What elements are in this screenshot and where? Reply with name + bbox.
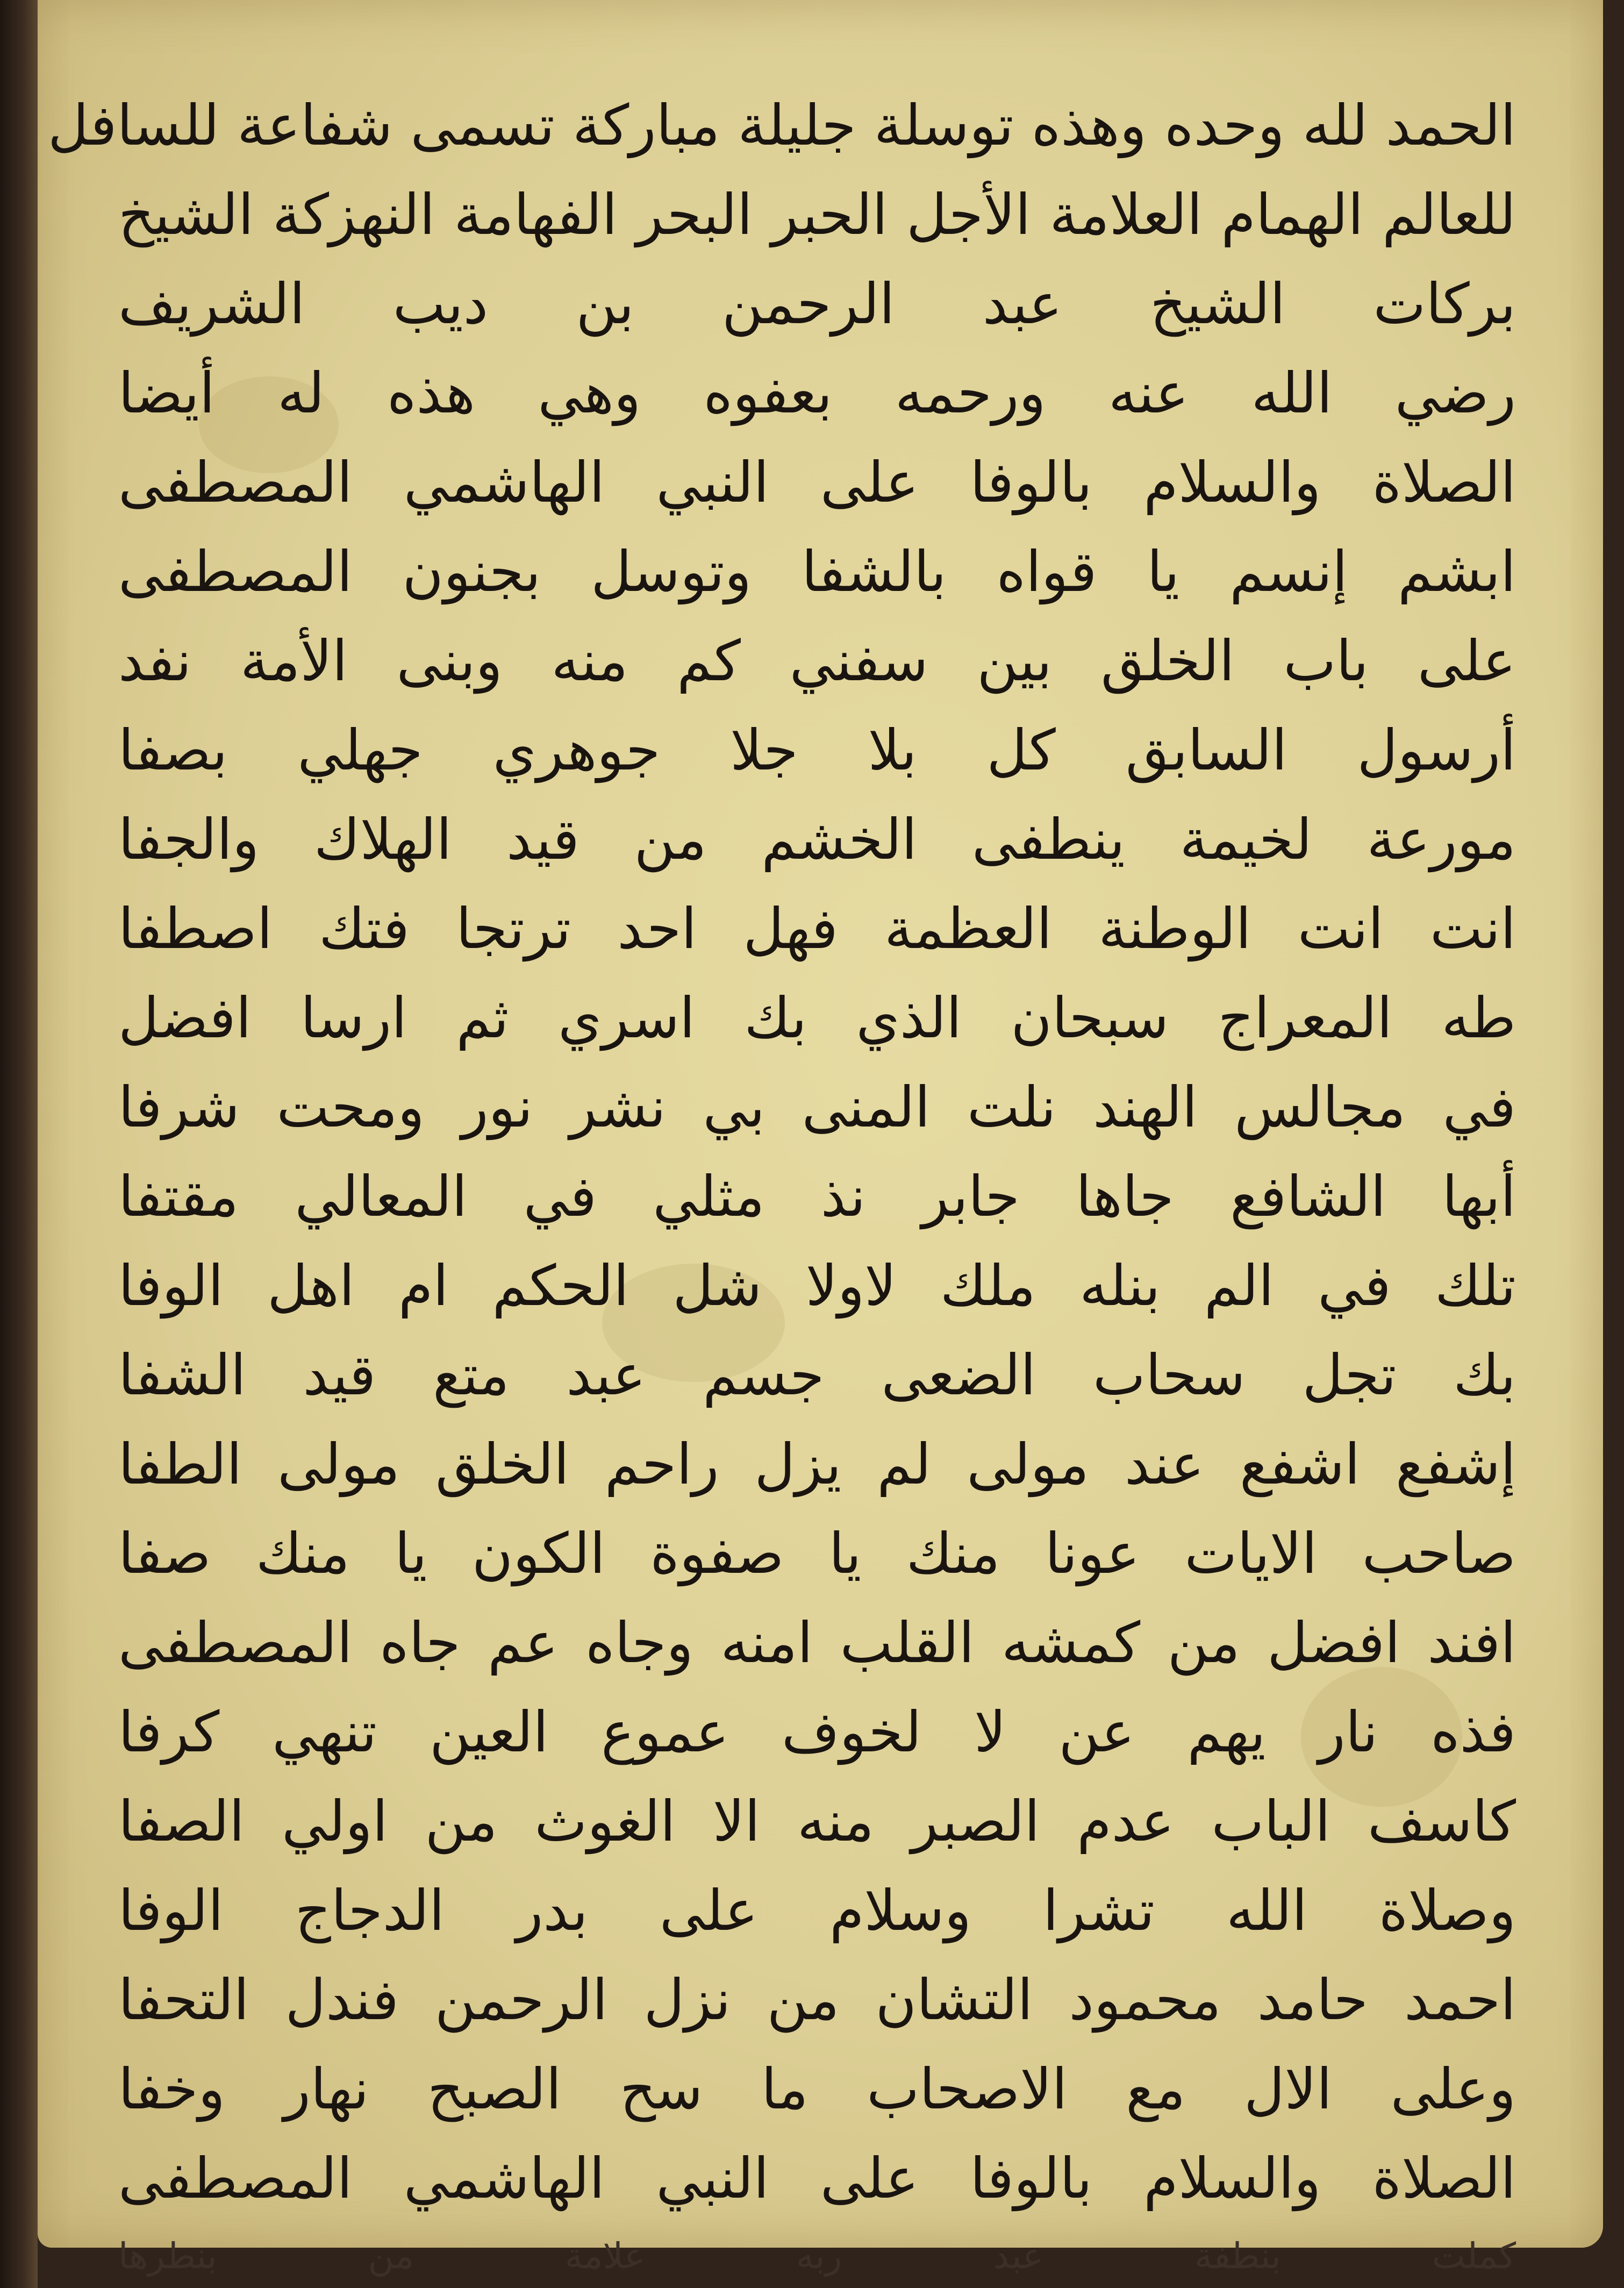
- text-line: احمد حامد محمود التشان من نزل الرحمن فندل التحفا: [118, 1967, 1516, 2033]
- text-line: صاحب الايات عونا منك يا صفوة الكون يا منك صفا: [118, 1521, 1516, 1586]
- text-line: الحمد لله وحده وهذه توسلة جليلة مباركة تسمى شفاعة للسافل: [48, 92, 1516, 158]
- text-line: مورعة لخيمة ينطفى الخشم من قيد الهلاك والجفا: [118, 807, 1516, 872]
- text-line: أرسول السابق كل بلا جلا جوهري جهلي بصفا: [118, 717, 1516, 783]
- manuscript-page: [38, 0, 1603, 2277]
- text-line: كاسف الباب عدم الصبر منه الا الغوث من اولي الصفا: [118, 1788, 1516, 1854]
- text-line: بك تجل سحاب الضعى جسم عبد متع قيد الشفا: [118, 1342, 1516, 1408]
- text-line: رضي الله عنه ورحمه بعفوه وهي هذه له أيضا: [118, 360, 1516, 426]
- text-line: ابشم إنسم يا قواه بالشفا وتوسل بجنون المصطفى: [118, 539, 1516, 604]
- text-line: للعالم الهمام العلامة الأجل الحبر البحر الفهامة النهزكة الشيخ: [118, 182, 1516, 247]
- text-line: تلك في الم بنله ملك لاولا شل الحكم ام اهل الوفا: [118, 1253, 1516, 1318]
- text-line: الصلاة والسلام بالوفا على النبي الهاشمي المصطفى: [118, 2146, 1516, 2211]
- text-line: بركات الشيخ عبد الرحمن بن ديب الشريف: [118, 271, 1516, 337]
- book-spine: [0, 0, 38, 2288]
- text-line: وصلاة الله تشرا وسلام على بدر الدجاج الوفا: [118, 1878, 1516, 1943]
- text-line: وعلى الال مع الاصحاب ما سح الصبح نهار وخفا: [118, 2056, 1516, 2122]
- text-line: أبها الشافع جاها جابر نذ مثلي في المعالي مقتفا: [118, 1164, 1516, 1229]
- colophon-line: كملت بنطفة عبد ربه علامة من بنطرها: [118, 2235, 1516, 2277]
- text-line: فذه نار يهم عن لا لخوف عموع العين تنهي كرفا: [118, 1699, 1516, 1765]
- text-line: إشفع اشفع عند مولى لم يزل راحم الخلق مولى الطفا: [118, 1431, 1516, 1497]
- handwritten-text-block: [48, 81, 1516, 2283]
- text-line: طه المعراج سبحان الذي بك اسري ثم ارسا افضل: [118, 985, 1516, 1051]
- text-line: في مجالس الهند نلت المنى بي نشر نور ومحت شرفا: [118, 1074, 1516, 1140]
- text-line: انت انت الوطنة العظمة فهل احد ترتجا فتك اصطفا: [118, 896, 1516, 961]
- text-line: على باب الخلق بين سفني كم منه وبنى الأمة نفد: [118, 628, 1516, 694]
- text-line: افند افضل من كمشه القلب امنه وجاه عم جاه المصطفى: [118, 1610, 1516, 1676]
- text-line: الصلاة والسلام بالوفا على النبي الهاشمي المصطفى: [118, 450, 1516, 515]
